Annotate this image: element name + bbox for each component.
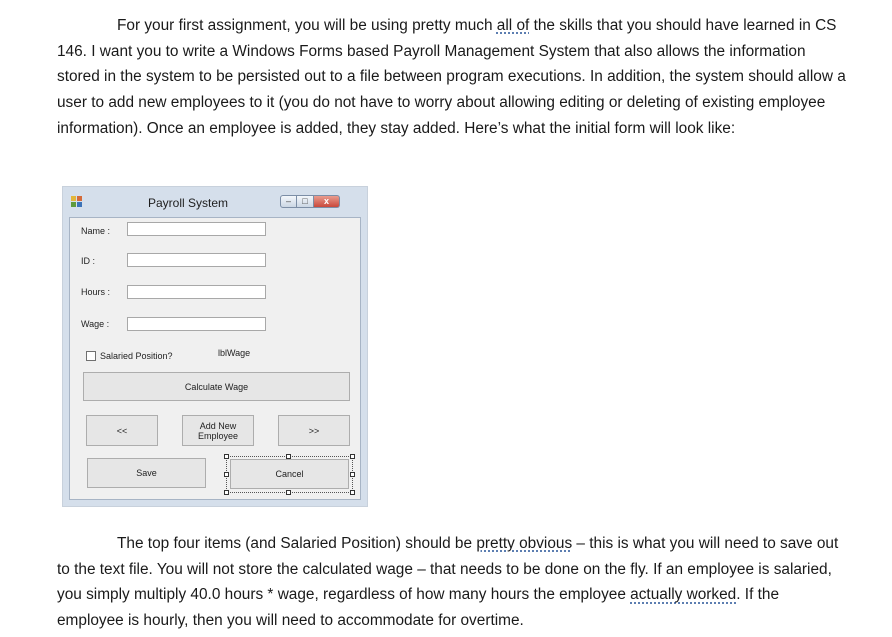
window-controls [280,195,340,209]
intro-text-part1: For your first assignment, you will be using pretty much [117,17,497,34]
add-employee-button[interactable]: Add New Employee [182,415,254,446]
details-text-part1: The top four items (and Salaried Position) should be [117,535,477,552]
save-button[interactable]: Save [87,458,206,488]
details-paragraph [57,531,847,634]
salaried-checkbox[interactable] [86,351,96,361]
wage-output-label: lblWage [218,348,251,358]
resize-handle[interactable] [350,454,355,459]
intro-text-part2: the skills that you should have learned in CS 146. I want you to write a Windows Forms based Payroll Management System that also allows the information stored in the system to be persisted out to a file between program executions. In addition, the system should allow a user to add new employees to it (you do not have to worry about allowing editing or deleting of existing employee information). Once an employee is added, they stay added. Here’s what the initial form will look like: [57,17,846,137]
wage-label: Wage : [81,319,110,329]
details-text-flagged-1: pretty obvious [476,535,573,552]
resize-handle[interactable] [350,490,355,495]
id-input[interactable] [127,253,266,267]
resize-handle[interactable] [224,454,229,459]
resize-handle[interactable] [224,490,229,495]
calculate-wage-button[interactable]: Calculate Wage [83,372,350,401]
close-icon[interactable]: x [314,195,340,208]
app-icon [71,196,83,208]
previous-employee-button[interactable]: << [86,415,158,446]
form-title: Payroll System [148,196,229,210]
resize-handle[interactable] [350,472,355,477]
form-titlebar [63,187,367,217]
resize-handle[interactable] [224,472,229,477]
details-text-flagged-2: actually worked [630,586,737,604]
id-label: ID : [81,256,96,266]
designer-selection-outline [226,456,353,493]
name-label: Name : [81,226,111,236]
intro-paragraph [57,13,847,142]
payroll-form-screenshot [62,186,368,507]
minimize-icon[interactable]: – [280,195,297,208]
hours-input[interactable] [127,285,266,299]
resize-handle[interactable] [286,454,291,459]
cancel-button[interactable]: Cancel [230,459,349,489]
intro-text-flagged: all of [496,17,530,34]
salaried-label: Salaried Position? [100,351,173,361]
wage-input[interactable] [127,317,266,331]
next-employee-button[interactable]: >> [278,415,350,446]
resize-handle[interactable] [286,490,291,495]
details-text-part3: . If the employee is hourly, then you will need to accommodate for overtime. [57,586,780,630]
name-input[interactable] [127,222,266,236]
maximize-icon[interactable]: □ [297,195,314,208]
form-client-area [69,217,361,500]
hours-label: Hours : [81,287,111,297]
details-text-part2: – this is what you will need to save out to the text file. You will not store the calculated wage – that needs to be done on the fly. If an employee is salaried, you simply multiply 40.0 hours * wage, regardless of how many hours the employee [57,535,839,604]
